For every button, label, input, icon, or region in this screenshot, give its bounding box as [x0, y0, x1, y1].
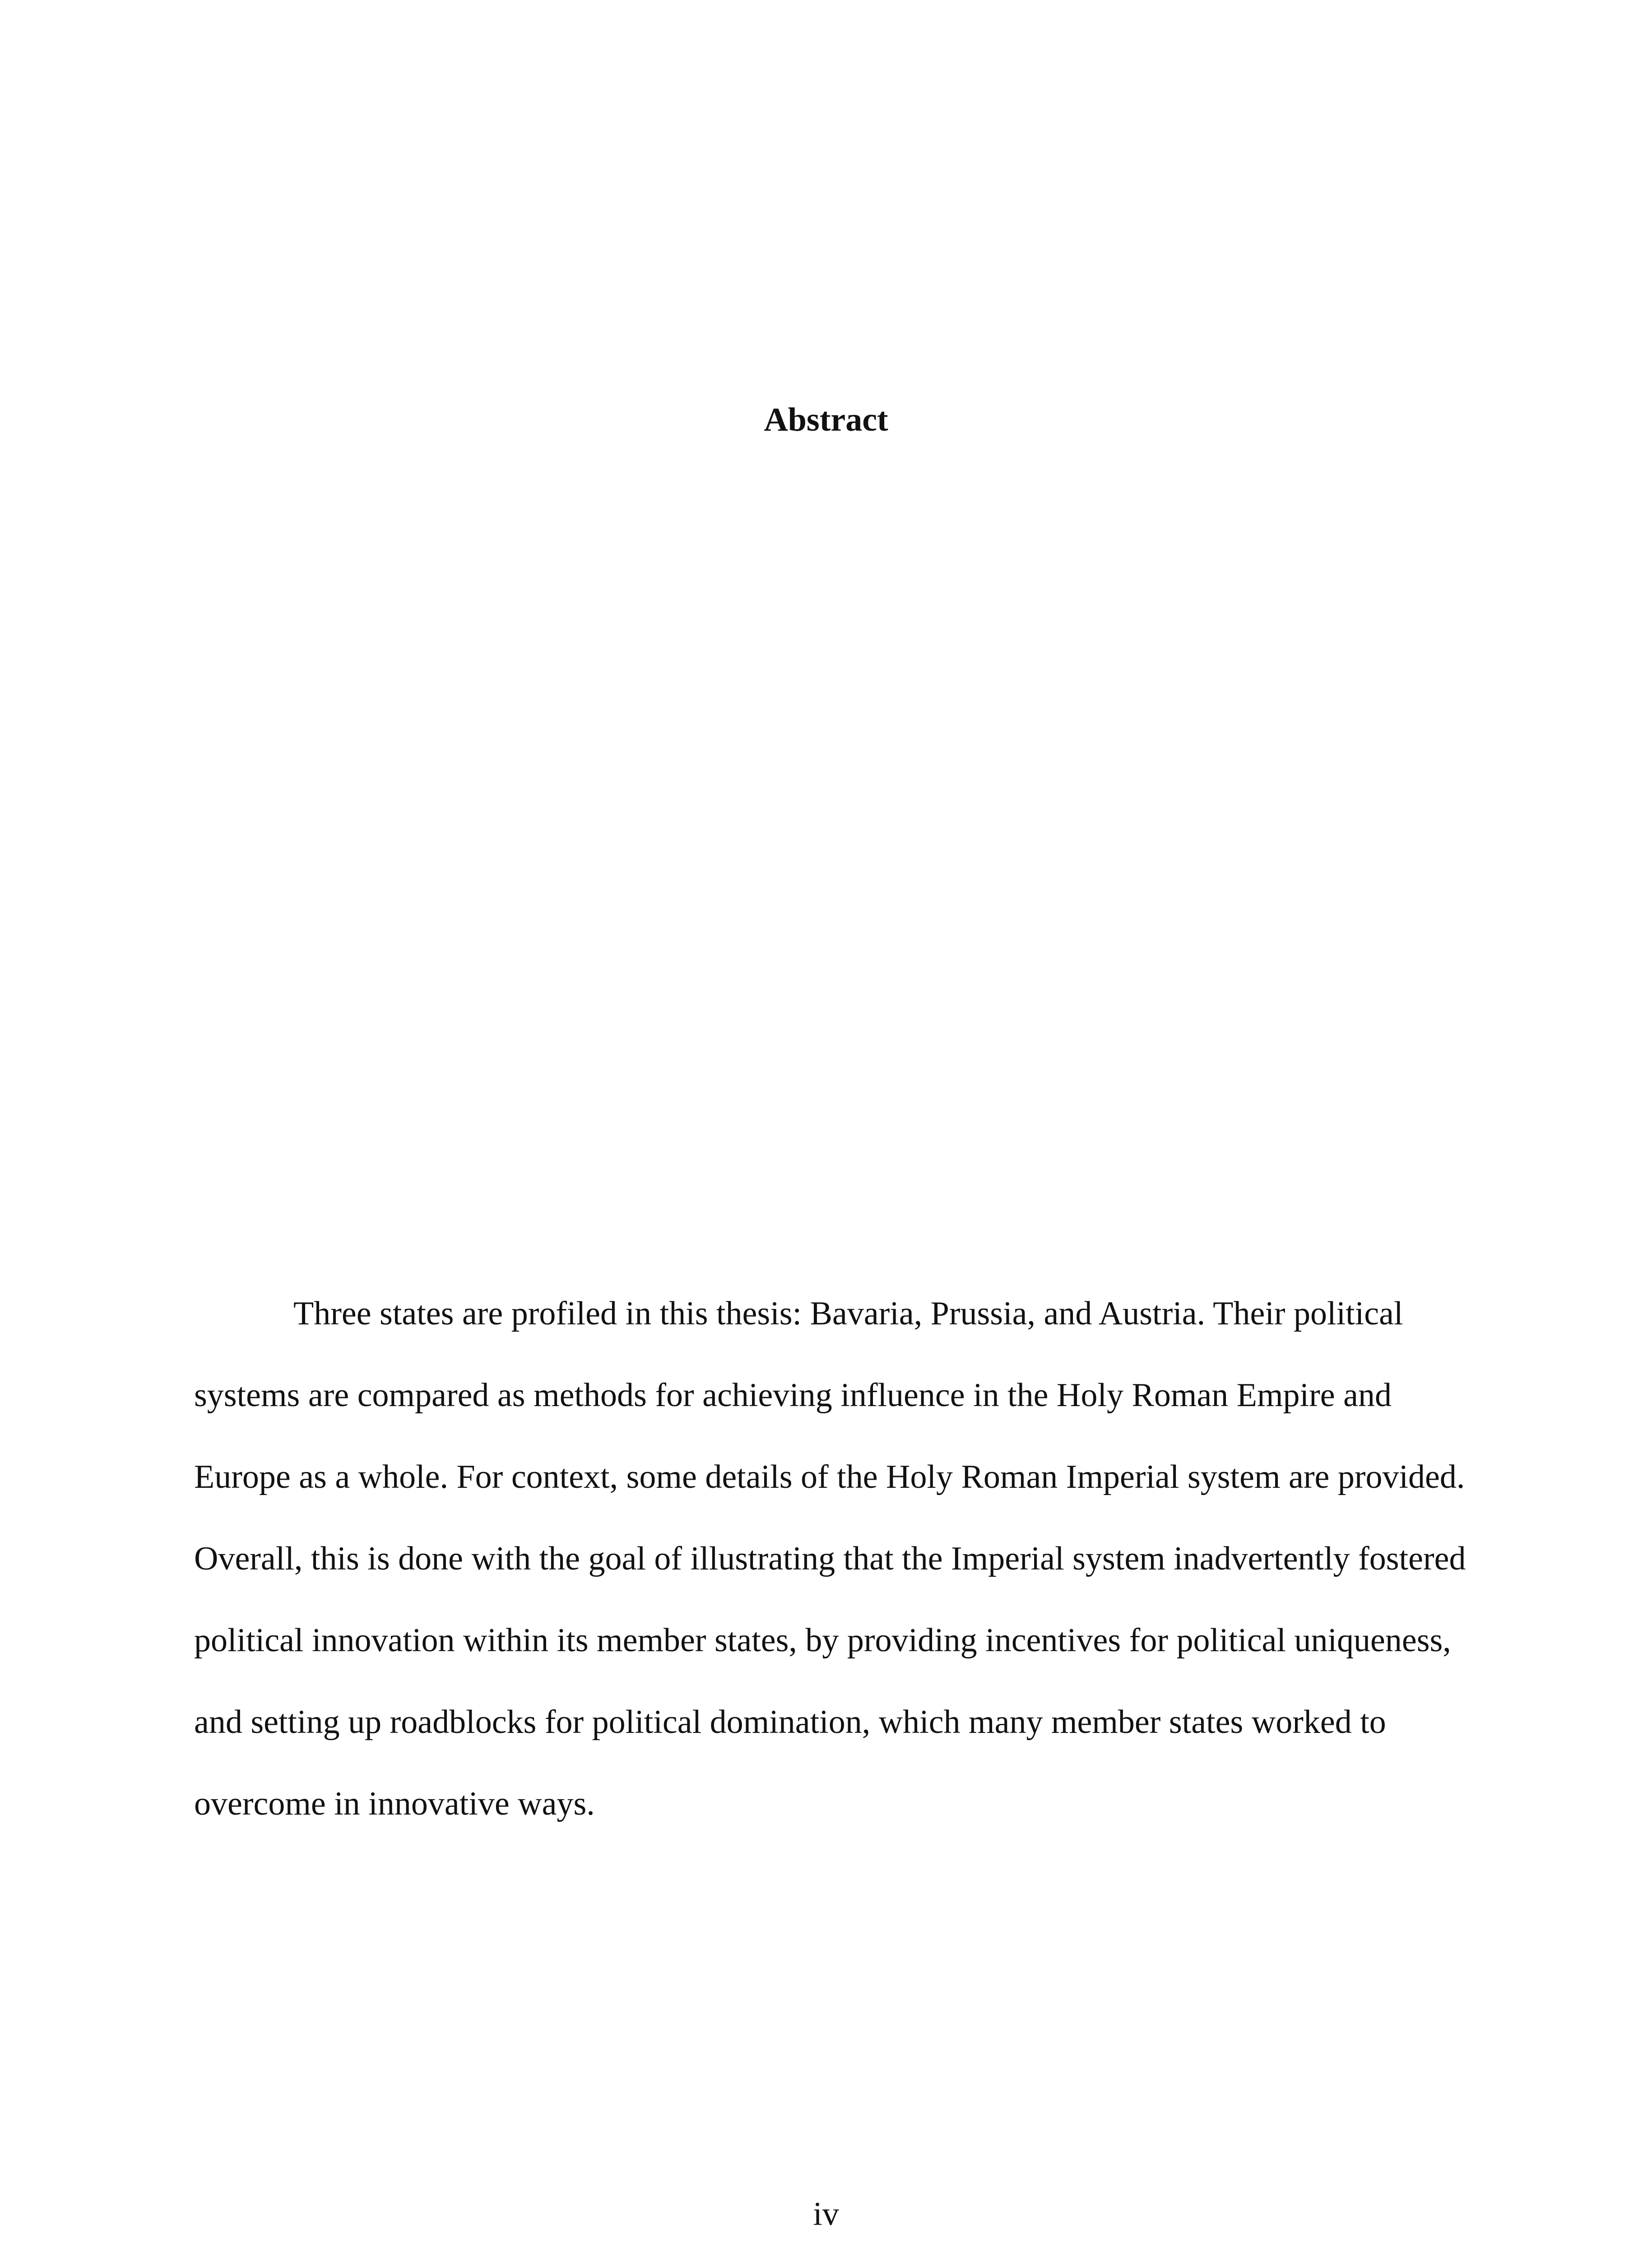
page-title: Abstract [764, 401, 888, 438]
abstract-paragraph: Three states are profiled in this thesis: Bavaria, Prussia, and Austria. Their political systems are compared as methods for achieving influence in the Holy Roman Empire and Europe as a whole. For context, some details of the Holy Roman Imperial system are provided. Overall, this is done with the goal of illustrating that the Imperial system inadvertently fostered political innovation within its member states, by providing incentives for political uniqueness, and setting up roadblocks for political domination, which many member states worked to overcome in innovative ways. [194, 1295, 1466, 1822]
page-number: iv [813, 2196, 839, 2233]
